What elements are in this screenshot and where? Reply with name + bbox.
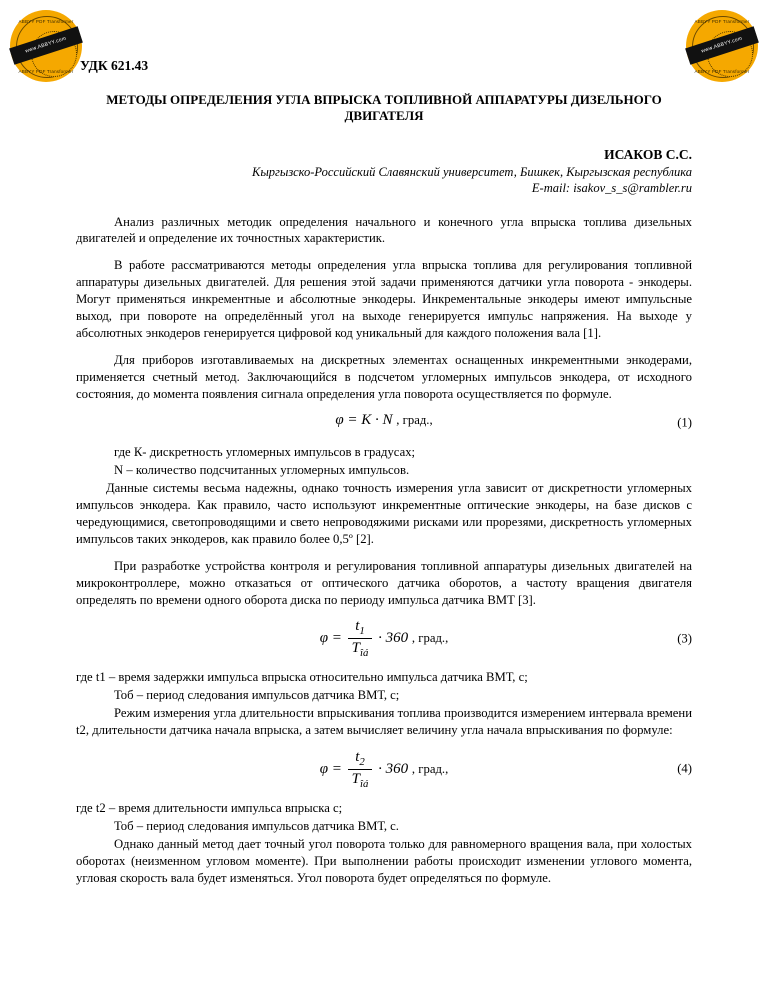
formula-1 [76, 412, 692, 434]
formula-3-numerator: $t_1$ [348, 618, 373, 639]
formula-4-lhs: φ = [319, 760, 342, 777]
formula-4-unit: , град., [411, 761, 449, 776]
paragraph-intro: В работе рассматриваются методы определения угла впрыска топлива для регулирования топливной аппаратуры дизельных двигателей. Для решения этой задачи применяются датчики угла поворота - энкодеры. Могут применяться инкрементные и абсолютные энкодеры. Инкрементальные энкодеры имеют импульсные выход, при повороте на определённый угол на выходе генерируется импульс напряжения. На выходе у абсолютных энкодеров генерируется цифровой код уникальный для каждого положения вала [1]. [76, 258, 692, 340]
formula-1-expression [76, 412, 692, 429]
formula-4-expression [76, 749, 692, 790]
formula-1-lhs: φ = K · N [335, 412, 393, 429]
paragraph-abstract: Анализ различных методик определения начального и конечного угла впрыска топлива дизельных двигателей и определение их точностных характеристик. [76, 214, 692, 246]
formula-4-numerator: $t_2$ [348, 749, 373, 770]
paragraph-counting-method: Для приборов изготавливаемых на дискретных элементах оснащенных инкрементными энкодерами, применяется счетный метод. Заключающийся в подсчетом угломерных импульсов энкодера, от исходного состояния, до момента появления сигнала определения угла поворота осуществляется по формуле. [76, 352, 692, 401]
formula-3-fraction [348, 618, 373, 659]
formula-4-factor: · 360 [378, 760, 409, 777]
where-line-tob-3: Тоб – период следования импульсов датчика ВМТ, с; [114, 688, 400, 703]
stamp-arc-bottom-text: ABBYY PDF Transformer [18, 69, 74, 74]
document-content [76, 58, 692, 896]
formula-3-denominator: $T_{îá}$ [351, 640, 369, 660]
stamp-arc-top-text: ABBYY PDF Transformer [18, 19, 74, 24]
formula-3 [76, 618, 692, 659]
paragraph-duration-mode: Режим измерения угла длительности впрыскивания топлива производится измерением интервала времени t2, длительности датчика начала впрыска, а затем вычисляет величину угла начала впрыскивания по формуле: [76, 706, 692, 738]
page-title: МЕТОДЫ ОПРЕДЕЛЕНИЯ УГЛА ВПРЫСКА ТОПЛИВНОЙ АППАРАТУРЫ ДИЗЕЛЬНОГО ДВИГАТЕЛЯ [106, 92, 662, 124]
formula-1-number: (1) [677, 415, 692, 430]
author-email: E-mail: isakov_s_s@rambler.ru [531, 180, 692, 195]
paragraph-microcontroller: При разработке устройства контроля и регулирования топливной аппаратуры дизельных двигателей на микроконтроллере, можно отказаться от оптического датчика оборотов, а частоту вращения двигателя определять по времени одного оборота диска по периоду импульса датчика ВМТ [3]. [76, 558, 692, 607]
formula-4-number: (4) [677, 761, 692, 776]
stamp-arc-bottom-text: ABBYY PDF Transformer [694, 69, 750, 74]
paragraph-conclusion: Однако данный метод дает точный угол поворота только для равномерного вращения вала, при холостых оборотах (неизменном угловом моменте). При выполнении работы происходит изменении углового момента, угловая скорость вала будет изменяться. Угол поворота будет определяться по формуле. [76, 836, 692, 885]
formula-3-expression [76, 618, 692, 659]
formula-3-lhs: φ = [319, 630, 342, 647]
formula-4-denominator: $T_{îá}$ [351, 770, 369, 790]
formula-4 [76, 749, 692, 790]
where-line-t2: где t2 – время длительности импульса впрыска с; [76, 800, 343, 815]
abbyy-stamp-right-icon [686, 10, 758, 82]
formula-3-unit: , град., [411, 631, 449, 646]
where-line-t1: где t1 – время задержки импульса впрыска относительно импульса датчика ВМТ, с; [76, 670, 528, 685]
formula-3-factor: · 360 [378, 630, 409, 647]
formula-1-unit: , град., [396, 413, 433, 428]
formula-4-fraction [348, 749, 373, 790]
where-line-tob-4: Тоб – период следования импульсов датчика ВМТ, с. [114, 818, 399, 833]
author-affiliation: Кыргызско-Российский Славянский университет, Бишкек, Кыргызская республика [252, 164, 692, 179]
where-line-k: где К- дискретность угломерных импульсов в градусах; [114, 445, 416, 460]
stamp-arc-top-text: ABBYY PDF Transformer [694, 19, 750, 24]
udk-code: УДК 621.43 [80, 58, 149, 73]
where-line-n: N – количество подсчитанных угломерных импульсов. [114, 463, 410, 478]
stamp-band-text: www.ABBYY.com [685, 26, 759, 64]
paragraph-reliability: Данные системы весьма надежны, однако точность измерения угла зависит от дискретности угломерных импульсов энкодера. Как правило, часто используют инкрементные оптические энкодеры, на базе дисков с чередующимися, светопроводящими и свето непроводяжими рисками или прорезями, дискретность угломерных импульсов таких энкодеров, как правило более 0,5º [2]. [76, 481, 692, 546]
stamp-band-text: www.ABBYY.com [9, 26, 83, 64]
abbyy-stamp-left-icon [10, 10, 82, 82]
formula-3-number: (3) [677, 631, 692, 646]
author-name: ИСАКОВ С.С. [604, 146, 692, 162]
